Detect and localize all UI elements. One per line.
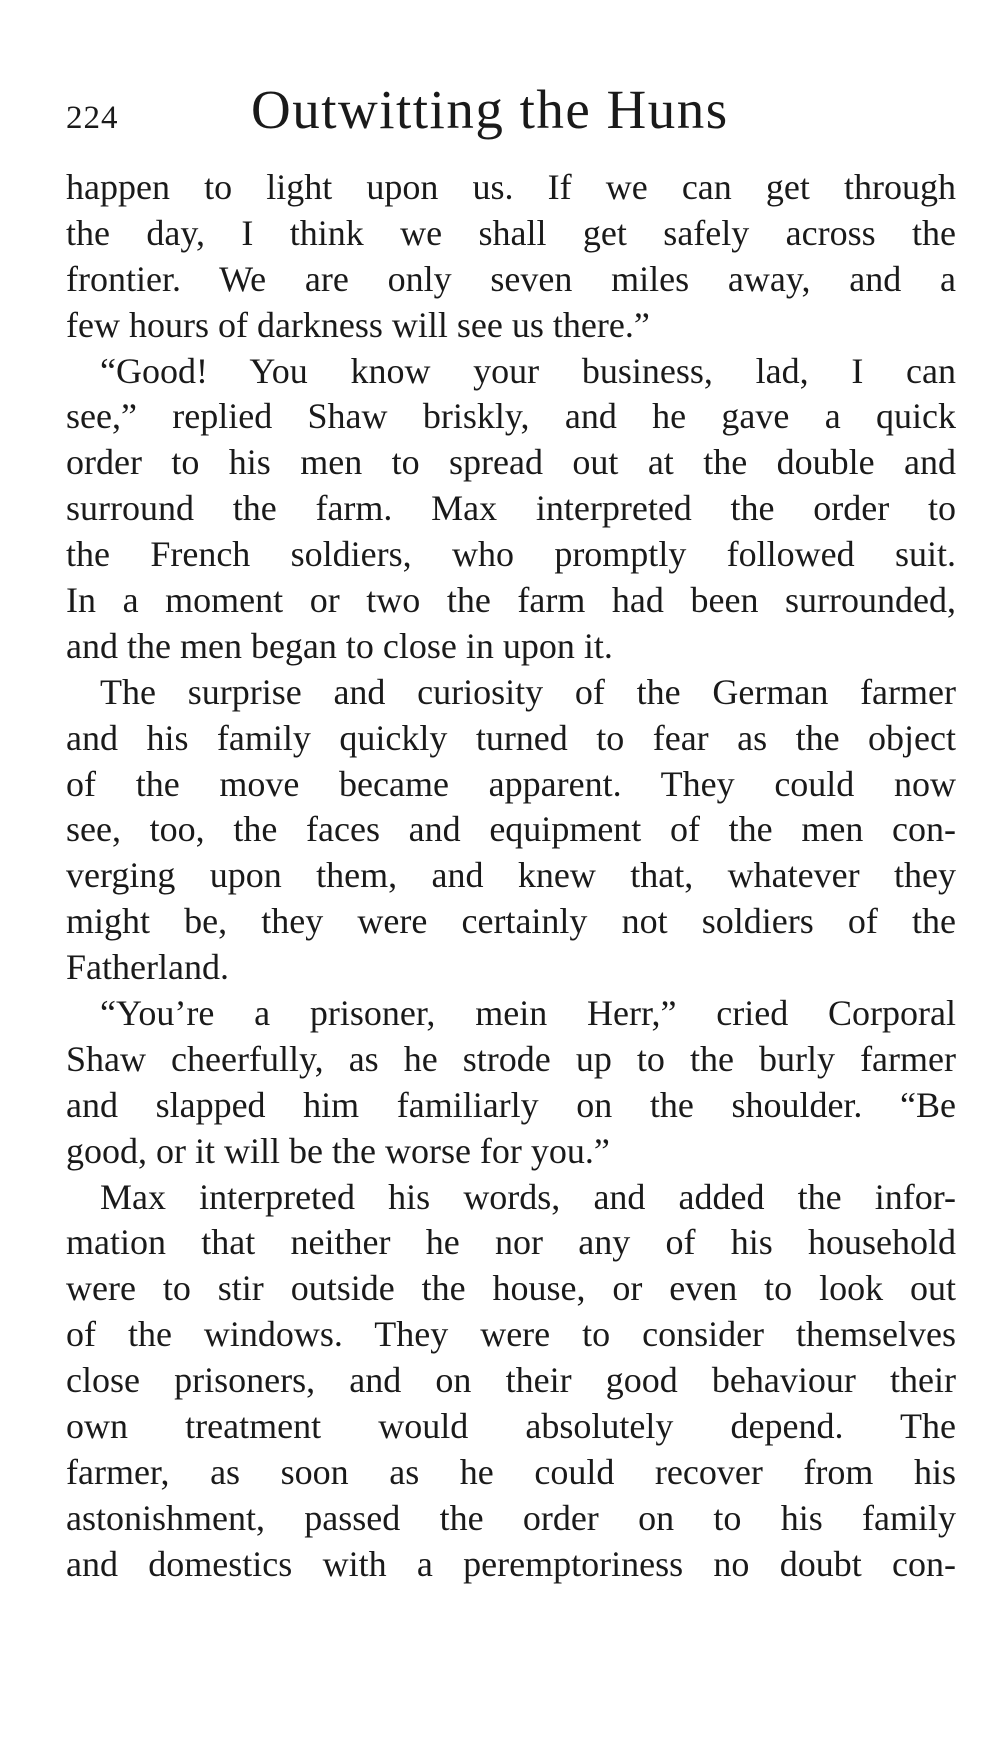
text-line: verging upon them, and knew that, whatever they: [66, 855, 956, 896]
text-line: “Good! You know your business, lad, I can: [100, 350, 956, 391]
text-line: see,” replied Shaw briskly, and he gave a quick: [66, 396, 956, 437]
text-line: see, too, the faces and equipment of the men con-: [66, 809, 956, 850]
text-line: and the men began to close in upon it.: [66, 625, 613, 666]
text-line: of the move became apparent. They could now: [66, 763, 956, 804]
text-line: good, or it will be the worse for you.”: [66, 1130, 610, 1171]
text-line: own treatment would absolutely depend. The: [66, 1406, 956, 1447]
text-line: Fatherland.: [66, 947, 229, 988]
text-line: and his family quickly turned to fear as the object: [66, 717, 956, 758]
text-line: frontier. We are only seven miles away, and a: [66, 258, 956, 299]
text-line: few hours of darkness will see us there.”: [66, 304, 650, 345]
text-line: astonishment, passed the order on to his family: [66, 1497, 956, 1538]
text-line: mation that neither he nor any of his household: [66, 1222, 956, 1263]
page-number: 224: [66, 100, 119, 136]
running-title: Outwitting the Huns: [251, 79, 729, 140]
text-line: “You’re a prisoner, mein Herr,” cried Corporal: [100, 993, 956, 1034]
text-line: might be, they were certainly not soldiers of the: [66, 901, 956, 942]
text-line: happen to light upon us. If we can get through: [66, 167, 956, 207]
text-line: and slapped him familiarly on the shoulder. “Be: [66, 1084, 956, 1125]
text-line: of the windows. They were to consider themselves: [66, 1314, 956, 1355]
body-text: [66, 165, 956, 1588]
text-line: the French soldiers, who promptly followed suit.: [66, 534, 956, 575]
text-line: The surprise and curiosity of the German farmer: [100, 671, 956, 712]
text-line: surround the farm. Max interpreted the order to: [66, 488, 956, 529]
text-line: close prisoners, and on their good behaviour their: [66, 1360, 956, 1401]
text-line: the day, I think we shall get safely across the: [66, 212, 956, 253]
book-page: [66, 0, 956, 1756]
text-line: were to stir outside the house, or even to look out: [66, 1268, 956, 1309]
running-head: [66, 78, 956, 148]
text-line: In a moment or two the farm had been surrounded,: [66, 580, 956, 621]
text-line: order to his men to spread out at the double and: [66, 442, 956, 483]
text-line: Max interpreted his words, and added the infor-: [100, 1176, 956, 1217]
text-line: and domestics with a peremptoriness no doubt con-: [66, 1543, 956, 1584]
text-line: Shaw cheerfully, as he strode up to the burly farmer: [66, 1038, 956, 1079]
text-line: farmer, as soon as he could recover from his: [66, 1451, 956, 1492]
